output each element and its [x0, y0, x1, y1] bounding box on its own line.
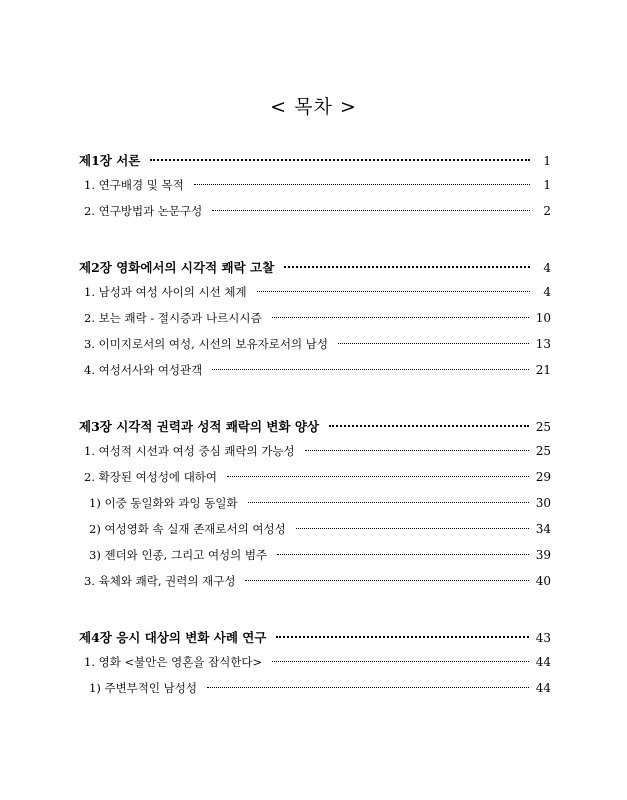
toc-page-number: 4: [543, 285, 551, 299]
toc-entry-label: 3. 이미지로서의 여성, 시선의 보유자로서의 남성: [84, 337, 328, 351]
toc-entry-label: 제2장 영화에서의 시각적 쾌락 고찰: [79, 260, 275, 275]
toc-page-number: 40: [535, 574, 551, 588]
dot-leader: [212, 210, 530, 211]
toc-entry-label: 제1장 서론: [79, 153, 141, 168]
toc-section[interactable]: [79, 573, 551, 599]
toc-entry-label: 2. 보는 쾌락 - 절시증과 나르시시즘: [84, 311, 262, 325]
toc-page-number: 34: [535, 522, 551, 536]
toc-entry-label: 2) 여성영화 속 실재 존재로서의 여성성: [89, 522, 286, 536]
toc-page-number: 43: [535, 631, 551, 645]
toc-page-number: 44: [535, 655, 551, 669]
dot-leader: [194, 184, 530, 185]
toc-page-number: 39: [535, 548, 551, 562]
dot-leader: [277, 554, 529, 555]
toc-chapter-2[interactable]: [79, 258, 551, 284]
toc-section[interactable]: [79, 203, 551, 229]
dot-leader: [212, 369, 528, 370]
toc-section[interactable]: [79, 362, 551, 388]
toc-page-number: 21: [535, 363, 551, 377]
toc-page-number: 10: [535, 311, 551, 325]
toc-entry-label: 4. 여성서사와 여성관객: [84, 363, 203, 377]
toc-chapter-3[interactable]: [79, 417, 551, 443]
toc-entry-label: 3. 육체와 쾌락, 권력의 재구성: [84, 574, 236, 588]
toc-page-number: 25: [535, 420, 551, 434]
dot-leader: [272, 317, 529, 318]
dot-leader: [150, 159, 530, 161]
table-of-contents: [79, 151, 551, 706]
toc-page-number: 29: [535, 470, 551, 484]
toc-entry-label: 1) 이중 동일화와 과잉 동일화: [89, 496, 238, 510]
toc-page-number: 4: [543, 261, 551, 275]
toc-page-number: 1: [543, 178, 551, 192]
toc-page-number: 13: [535, 337, 551, 351]
dot-leader: [248, 502, 529, 503]
toc-entry-label: 1. 영화 <불안은 영혼을 잠식한다>: [84, 655, 263, 669]
toc-entry-label: 제4장 응시 대상의 변화 사례 연구: [79, 630, 267, 645]
toc-page-number: 1: [543, 154, 551, 168]
dot-leader: [207, 687, 529, 688]
toc-entry-label: 1) 주변부적인 남성성: [89, 681, 197, 695]
toc-subsection[interactable]: [79, 547, 551, 573]
dot-leader: [276, 636, 528, 638]
toc-section[interactable]: [79, 177, 551, 203]
toc-section[interactable]: [79, 336, 551, 362]
toc-entry-label: 2. 확장된 여성성에 대하여: [84, 470, 218, 484]
toc-section[interactable]: [79, 443, 551, 469]
toc-section[interactable]: [79, 654, 551, 680]
dot-leader: [245, 580, 528, 581]
toc-chapter-1[interactable]: [79, 151, 551, 177]
dot-leader: [227, 476, 529, 477]
toc-subsection[interactable]: [79, 495, 551, 521]
dot-leader: [338, 343, 529, 344]
toc-entry-label: 1. 연구배경 및 목적: [84, 178, 184, 192]
dot-leader: [272, 661, 529, 662]
toc-entry-label: 3) 젠더와 인종, 그리고 여성의 범주: [89, 548, 268, 562]
toc-page-number: 2: [543, 204, 551, 218]
toc-section[interactable]: [79, 469, 551, 495]
toc-section[interactable]: [79, 310, 551, 336]
toc-title: < 목차 >: [270, 96, 357, 118]
dot-leader: [257, 291, 530, 292]
dot-leader: [329, 425, 529, 427]
dot-leader: [284, 266, 530, 268]
toc-subsection[interactable]: [79, 680, 551, 706]
toc-chapter-4[interactable]: [79, 628, 551, 654]
toc-page-number: 30: [535, 496, 551, 510]
toc-entry-label: 제3장 시각적 권력과 성적 쾌락의 변화 양상: [79, 419, 320, 434]
toc-section[interactable]: [79, 284, 551, 310]
toc-entry-label: 1. 남성과 여성 사이의 시선 체계: [84, 285, 247, 299]
toc-entry-label: 1. 여성적 시선과 여성 중심 쾌락의 가능성: [84, 444, 295, 458]
toc-page-number: 25: [535, 444, 551, 458]
dot-leader: [305, 450, 529, 451]
toc-page-number: 44: [535, 681, 551, 695]
toc-entry-label: 2. 연구방법과 논문구성: [84, 204, 203, 218]
dot-leader: [296, 528, 529, 529]
toc-subsection[interactable]: [79, 521, 551, 547]
